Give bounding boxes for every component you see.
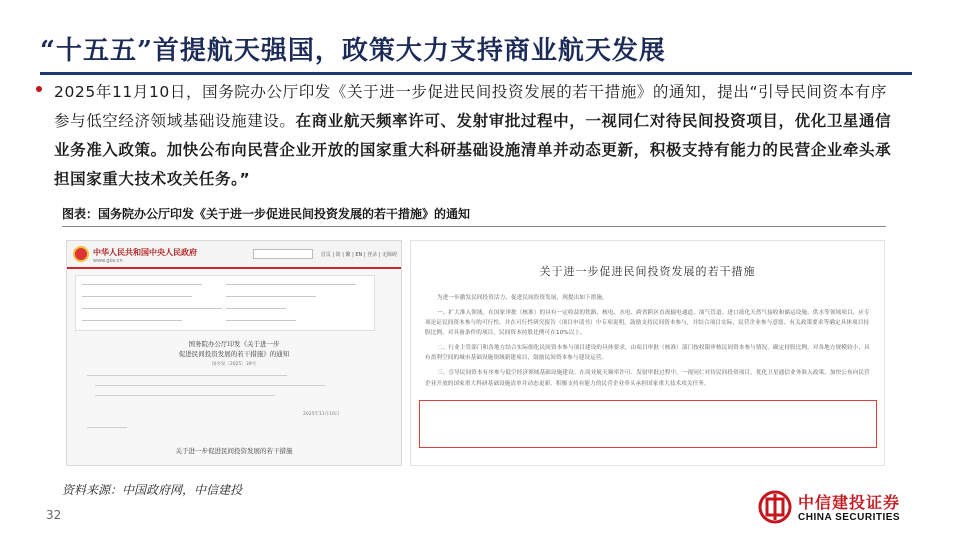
page-number: 32	[46, 508, 62, 522]
bullet-text-bold: 在商业航天频率许可、发射审批过程中，一视同仁对待民间投资项目，优化卫星通信业务准入政策。加快公布向民营企业开放的国家重大科研基础设施清单并动态更新，积极支持有能力的民营企业牵头承担国家重大技术攻关任务。”	[54, 112, 892, 188]
policy-doc-paragraph: 二、行业主管部门和各地方结合实际细化民间资本参与项目建设的具体要求，由项目审批（核准）部门按权限审核民间资本参与情况、确定持股比例。对各地方规模较小、具有盈利空间的城市基础设施领域新建项目，鼓励民间资本参与建设运营。	[425, 345, 870, 362]
bullet-text-regular: 2025年11月10日，国务院办公厅印发《关于进一步促进民间投资发展的若干措施》的通知，提出“引导民间资本有序参与低空经济领域基础设施建设。	[54, 83, 887, 130]
policy-doc-title: 关于进一步促进民间投资发展的若干措施	[539, 265, 756, 278]
national-emblem-icon	[73, 246, 89, 262]
gov-doc-date: 2025年11月10日	[303, 412, 340, 417]
policy-doc-paragraph: 一、扩大准入领域。在国家审批（核准）的具有一定收益的铁路、核电、水电、跨省跨区直流输电通道、油气管道、进口液化天然气接收和储运设施、供水等领域项目，应专项论证民间资本参与的可行性，并在可行性研究报告（项目申请书）中专项说明，鼓励支持民间资本参与，并结合项目实际，民营企业参与意愿、有关政策要求等确定具体项目持股比例，对具备条件的项目，民间资本持股比例可在10%以上。	[425, 309, 870, 337]
policy-doc-paragraph: 为进一步激发民间投资活力、促进民间投资发展，现提出如下措施。	[437, 295, 608, 301]
gov-doc-heading: 国务院办公厅印发《关于进一步 促进民间投资发展的若干措施》的通知	[178, 340, 290, 358]
bullet-dot-icon	[36, 86, 42, 92]
gov-doc-subheading: 关于进一步促进民间投资发展的若干措施	[175, 447, 293, 455]
gov-nav-links: 首页 | 简 | 繁 | EN | 登录 | 无障碍	[320, 252, 397, 258]
figure-divider	[62, 226, 886, 227]
gov-doc-number: 国办发〔2025〕39号	[211, 362, 257, 367]
gov-website-screenshot	[66, 240, 402, 466]
citic-logo-icon	[758, 490, 792, 524]
highlight-box	[419, 400, 877, 448]
gov-search-box	[253, 249, 313, 259]
source-note: 资料来源：中国政府网，中信建投	[62, 483, 243, 497]
policy-doc-body	[425, 293, 873, 393]
gov-site-header	[67, 241, 401, 269]
bullet-text	[54, 78, 902, 194]
bullet-paragraph	[54, 78, 902, 194]
policy-doc-paragraph: 三、引导民间资本有序参与低空经济领域基础设施建设。在商业航天频率许可、发射审批过程中，一视同仁对待民间投资项目，优化卫星通信业务准入政策。加快公布向民营企业开放的国家重大科研基础设施清单并动态更新，积极支持有能力的民营企业牵头承担国家重大技术攻关任务。	[425, 370, 870, 387]
doc-metadata-table	[75, 275, 375, 331]
gov-site-name: 中华人民共和国中央人民政府	[93, 248, 197, 257]
slide-title: “十五五”首提航天强国，政策大力支持商业航天发展	[40, 36, 666, 66]
gov-site-url: www.gov.cn	[93, 258, 123, 264]
logo-text-en: CHINA SECURITIES	[798, 512, 901, 523]
policy-document-screenshot	[410, 240, 885, 466]
title-divider	[40, 72, 912, 75]
china-securities-logo	[758, 488, 918, 528]
figure-caption: 图表：国务院办公厅印发《关于进一步促进民间投资发展的若干措施》的通知	[62, 207, 471, 221]
logo-text-cn: 中信建投证券	[798, 493, 901, 512]
